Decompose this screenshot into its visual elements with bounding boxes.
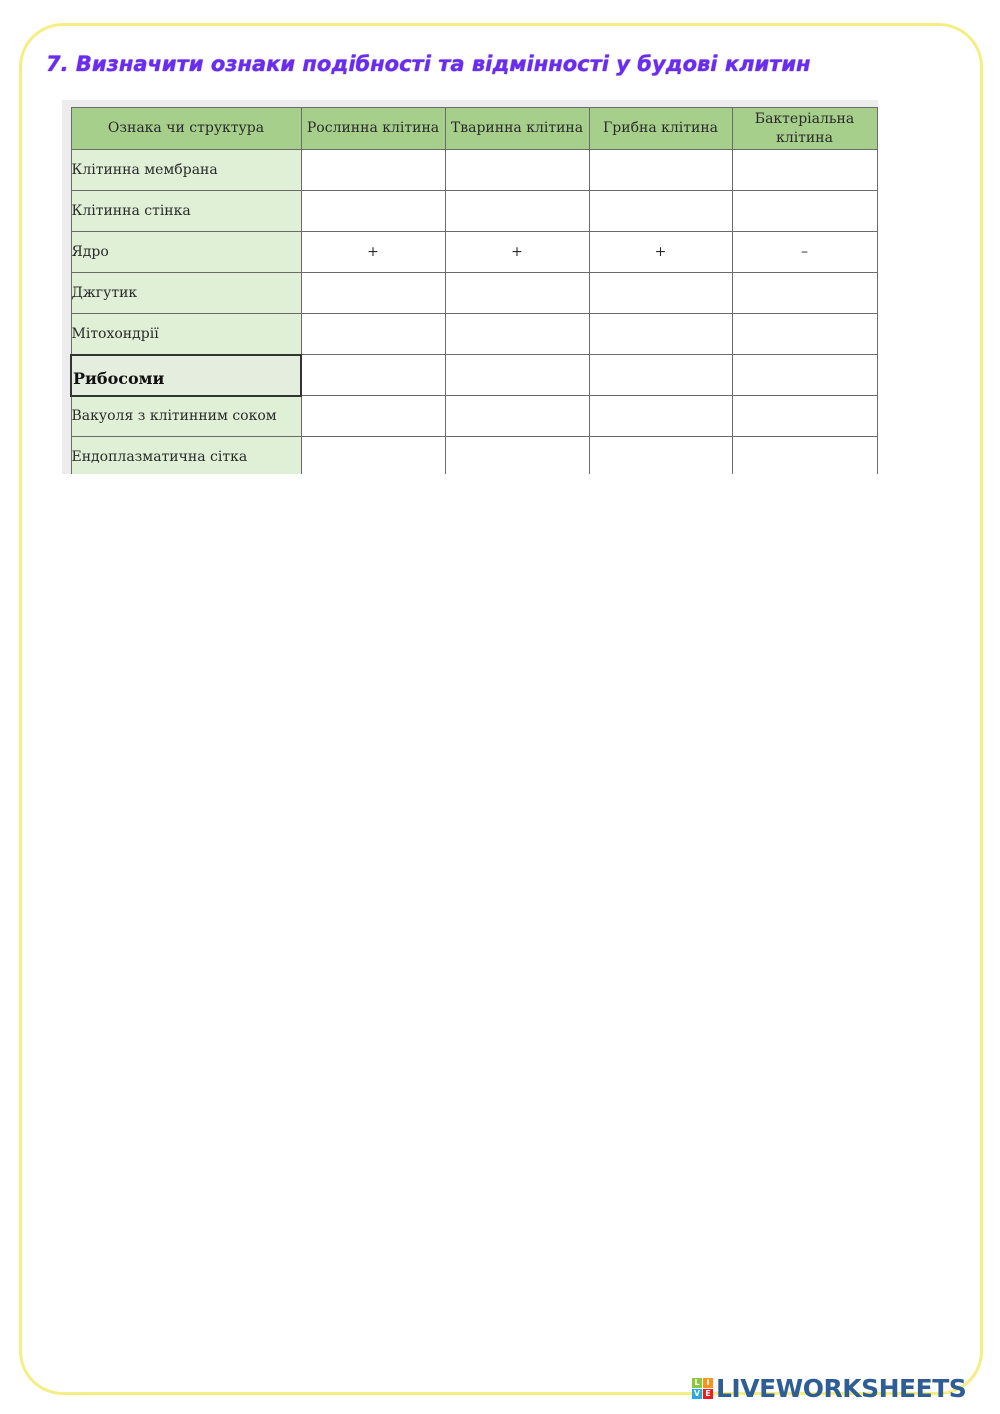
liveworksheets-logo[interactable] [692, 1373, 966, 1403]
answer-cell[interactable] [445, 273, 589, 314]
header-plant-cell: Рослинна клітина [301, 108, 445, 150]
answer-cell[interactable] [301, 273, 445, 314]
row-label: Ендоплазматична сітка [71, 437, 301, 475]
answer-cell[interactable] [445, 355, 589, 396]
comparison-table-image [62, 100, 878, 474]
answer-cell: + [445, 232, 589, 273]
answer-cell[interactable] [732, 396, 877, 437]
answer-cell[interactable] [301, 150, 445, 191]
answer-cell[interactable] [445, 437, 589, 475]
table-row [71, 273, 877, 314]
answer-cell[interactable] [732, 273, 877, 314]
answer-cell[interactable] [732, 150, 877, 191]
liveworksheets-logo-icon [692, 1378, 713, 1399]
answer-cell: + [301, 232, 445, 273]
answer-cell[interactable] [301, 437, 445, 475]
logo-tile: V [693, 1388, 701, 1398]
answer-cell[interactable] [589, 273, 732, 314]
logo-tile: I [703, 1378, 713, 1388]
cell-comparison-table [70, 107, 878, 474]
answer-cell[interactable] [732, 191, 877, 232]
table-row [71, 314, 877, 355]
answer-cell: – [732, 232, 877, 273]
table-header-row [71, 108, 877, 150]
answer-cell[interactable] [301, 396, 445, 437]
row-label: Мітохондрії [71, 314, 301, 355]
table-row [71, 355, 877, 396]
answer-cell[interactable] [589, 437, 732, 475]
table-row [71, 232, 877, 273]
answer-cell[interactable] [589, 191, 732, 232]
task-title: 7. Визначити ознаки подібності та відмінності у будові клитин [46, 52, 811, 76]
liveworksheets-wordmark: LIVEWORKSHEETS [716, 1373, 967, 1403]
answer-cell[interactable] [732, 314, 877, 355]
answer-cell[interactable] [589, 355, 732, 396]
answer-cell[interactable] [445, 396, 589, 437]
row-label: Рибосоми [71, 355, 301, 396]
row-label: Клітинна мембрана [71, 150, 301, 191]
answer-cell[interactable] [445, 314, 589, 355]
answer-cell[interactable] [589, 150, 732, 191]
row-label: Вакуоля з клітинним соком [71, 396, 301, 437]
table-row [71, 150, 877, 191]
answer-cell[interactable] [589, 396, 732, 437]
answer-cell[interactable] [589, 314, 732, 355]
table-row [71, 191, 877, 232]
header-animal-cell: Тваринна клітина [445, 108, 589, 150]
answer-cell[interactable] [445, 150, 589, 191]
answer-cell[interactable] [732, 355, 877, 396]
answer-cell: + [589, 232, 732, 273]
logo-tile: L [692, 1378, 702, 1388]
answer-cell[interactable] [301, 314, 445, 355]
table-row [71, 437, 877, 475]
answer-cell[interactable] [445, 191, 589, 232]
answer-cell[interactable] [301, 191, 445, 232]
answer-cell[interactable] [732, 437, 877, 475]
logo-tile: E [703, 1389, 713, 1399]
header-feature: Ознака чи структура [71, 108, 301, 150]
row-label: Джгутик [71, 273, 301, 314]
header-fungal-cell: Грибна клітина [589, 108, 732, 150]
header-bacterial-cell: Бактеріальна клітина [732, 108, 877, 150]
table-row [71, 396, 877, 437]
row-label: Клітинна стінка [71, 191, 301, 232]
row-label: Ядро [71, 232, 301, 273]
answer-cell[interactable] [301, 355, 445, 396]
